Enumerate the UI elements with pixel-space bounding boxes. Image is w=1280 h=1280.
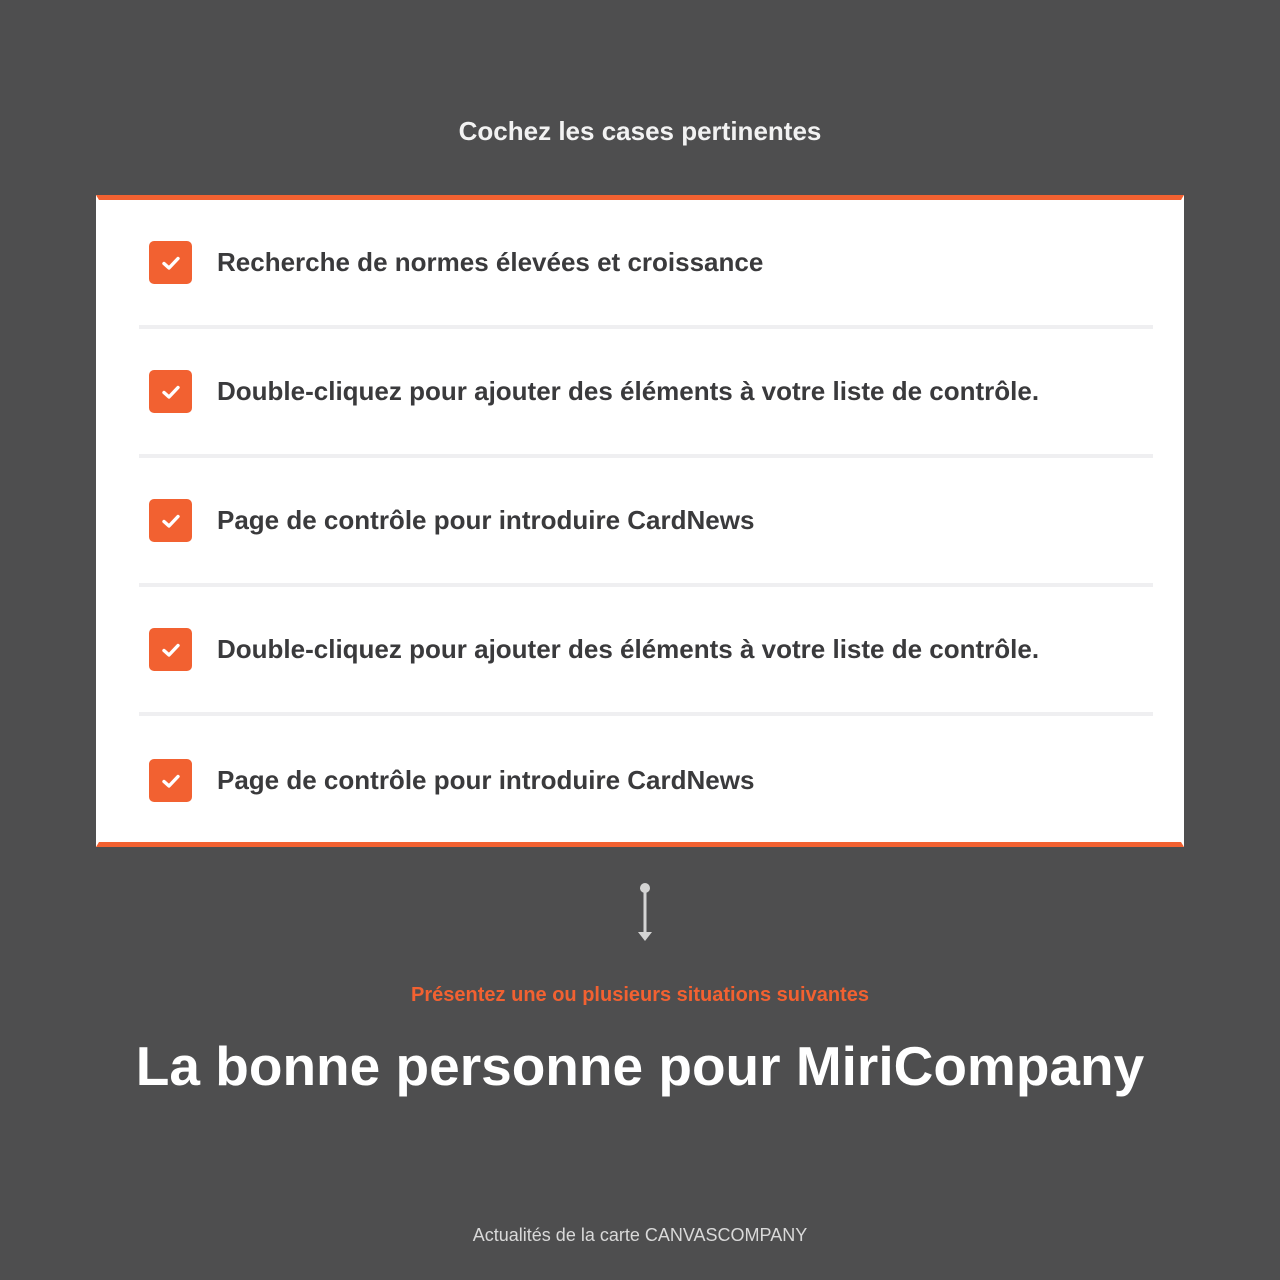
checkmark-icon [159, 509, 183, 533]
checklist-item[interactable] [139, 458, 1153, 587]
checkbox-checked[interactable] [149, 241, 192, 284]
arrow-down-icon [632, 880, 658, 946]
checkbox-checked[interactable] [149, 370, 192, 413]
main-title: La bonne personne pour MiriCompany [135, 1035, 1145, 1097]
checklist-item[interactable] [139, 716, 1153, 845]
checkmark-icon [159, 380, 183, 404]
checklist-item-label: Double-cliquez pour ajouter des éléments à votre liste de contrôle. [217, 376, 1040, 406]
checklist-heading: Cochez les cases pertinentes [458, 116, 822, 146]
checklist-item-label: Page de contrôle pour introduire CardNews [217, 505, 755, 535]
checkmark-icon [159, 769, 183, 793]
checkmark-icon [159, 251, 183, 275]
checkbox-checked[interactable] [149, 628, 192, 671]
checkbox-checked[interactable] [149, 499, 192, 542]
checkmark-icon [159, 638, 183, 662]
checkbox-checked[interactable] [149, 759, 192, 802]
checklist-item[interactable] [139, 587, 1153, 716]
checklist-card [96, 195, 1184, 847]
checklist-item-label: Double-cliquez pour ajouter des éléments à votre liste de contrôle. [217, 634, 1040, 664]
checklist-item-label: Recherche de normes élevées et croissance [217, 247, 764, 277]
checklist-item-label: Page de contrôle pour introduire CardNews [217, 765, 755, 795]
subheading: Présentez une ou plusieurs situations suivantes [411, 984, 869, 1006]
footer-credit: Actualités de la carte CANVASCOMPANY [472, 1225, 808, 1245]
checklist-item[interactable] [139, 329, 1153, 458]
checklist-item[interactable] [139, 200, 1153, 329]
